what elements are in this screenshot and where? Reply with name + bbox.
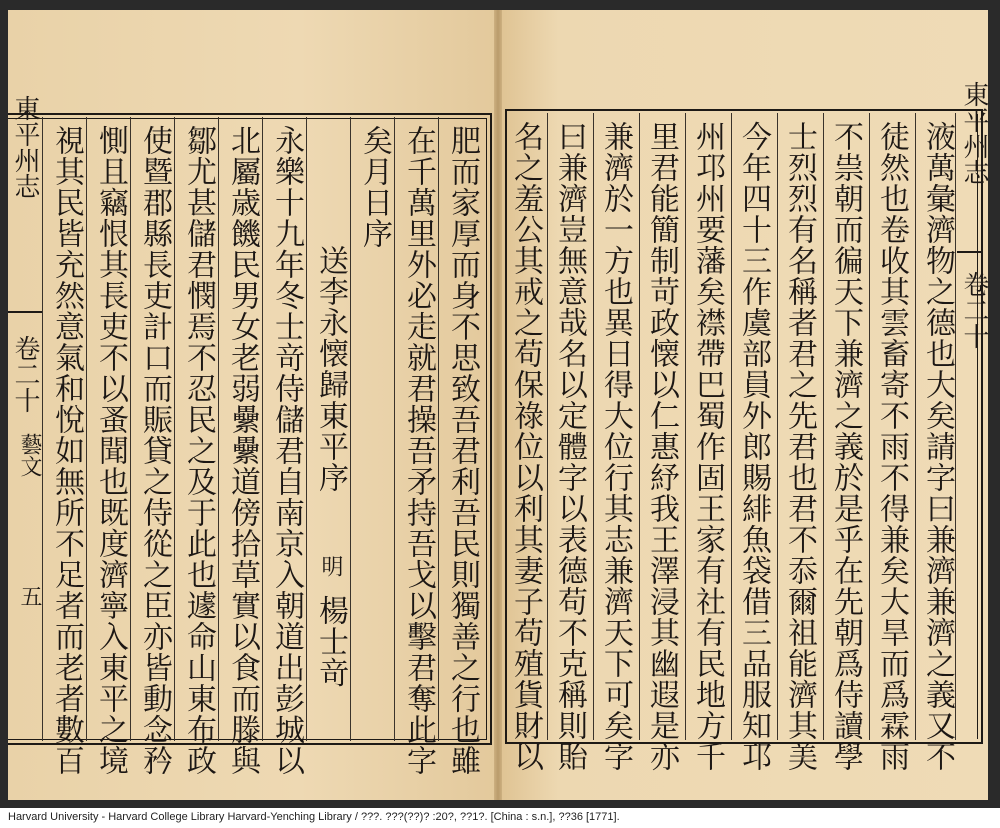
banxin-section: 藝文 bbox=[17, 433, 42, 477]
column-rule bbox=[823, 113, 824, 740]
column-rule bbox=[639, 113, 640, 740]
text-column: 永樂十九年冬士竒侍儲君自南京入朝道出彭城以 bbox=[269, 125, 304, 776]
text-column: 使暨郡縣長吏計口而賑貸之侍從之臣亦皆動念矜 bbox=[137, 125, 172, 776]
text-column: 名之羞公其戒之苟保祿位以利其妻子苟殖貨財以 bbox=[508, 121, 543, 772]
banxin-title: 東平州志 bbox=[10, 95, 40, 199]
book-gutter bbox=[494, 10, 502, 800]
column-rule bbox=[306, 117, 307, 741]
library-caption: Harvard University - Harvard College Library Harvard-Yenching Library / ???. ???(??)? :20?, ??1?. [China : s.n.], ??36 [1771]. bbox=[8, 811, 620, 823]
text-column: 士烈烈有名稱者君之先君也君不忝爾祖能濟其美 bbox=[782, 121, 817, 772]
column-rule bbox=[438, 117, 439, 741]
text-column: 矣月日序 bbox=[357, 125, 392, 249]
essay-title: 送李永懐歸東平序 bbox=[313, 245, 348, 493]
text-column: 肥而家厚而身不思致吾君利吾民則獨善之行也雖 bbox=[445, 125, 480, 776]
text-column: 鄒尤甚儲君憫焉不忍民之及于此也遽命山東布政 bbox=[181, 125, 216, 776]
text-column: 視其民皆充然意氣和悅如無所不足者而老者數百 bbox=[49, 125, 84, 776]
column-rule bbox=[731, 113, 732, 740]
column-rule bbox=[218, 117, 219, 741]
column-rule bbox=[350, 117, 351, 741]
column-rule bbox=[869, 113, 870, 740]
text-column: 里君能簡制苛政懐以仁惠紓我王澤浸其幽遐是亦 bbox=[644, 121, 679, 772]
column-rule bbox=[130, 117, 131, 741]
text-column: 州邛州要藩矣襟帶巴蜀作固王家有社有民地方千 bbox=[690, 121, 725, 772]
text-column: 惻且竊恨其長吏不以蚤聞也既度濟寧入東平之境 bbox=[93, 125, 128, 776]
column-rule bbox=[547, 113, 548, 740]
banxin-juan: 卷二十 bbox=[959, 271, 989, 349]
text-column: 北屬歳饑民男女老弱纍纍道傍拾草實以食而滕與 bbox=[225, 125, 260, 776]
text-column: 液萬彙濟物之德也大矣請字曰兼濟兼濟之義又不 bbox=[920, 121, 955, 772]
column-rule bbox=[593, 113, 594, 740]
banxin-rule bbox=[42, 117, 43, 741]
text-column: 兼濟於一方也異日得大位行其志兼濟天下可矣字 bbox=[598, 121, 633, 772]
fishtail-mark bbox=[957, 251, 983, 267]
text-column: 在千萬里外必走就君操吾矛持吾戈以擊君奪此字 bbox=[401, 125, 436, 776]
text-column: 曰兼濟豈無意哉名以定體字以表德苟不克稱則貽 bbox=[552, 121, 587, 772]
column-rule bbox=[685, 113, 686, 740]
left-page-frame bbox=[8, 95, 492, 776]
column-rule bbox=[174, 117, 175, 741]
column-rule bbox=[777, 113, 778, 740]
banxin-juan: 卷二十 bbox=[10, 335, 40, 413]
dynasty-label: 明 bbox=[318, 555, 343, 578]
right-page-frame bbox=[505, 81, 989, 772]
text-column: 今年四十三作虞部員外郎賜緋魚袋借三品服知邛 bbox=[736, 121, 771, 772]
column-rule bbox=[915, 113, 916, 740]
text-column: 不祟朝而徧天下兼濟之義於是乎在先朝爲侍讀學 bbox=[828, 121, 863, 772]
column-rule bbox=[86, 117, 87, 741]
column-rule bbox=[394, 117, 395, 741]
text-column: 徒然也卷收其雲畜寄不雨不得兼矣大旱而爲霖雨 bbox=[874, 121, 909, 772]
banxin-title: 東平州志 bbox=[959, 81, 989, 185]
fishtail-mark bbox=[8, 311, 42, 327]
column-rule bbox=[262, 117, 263, 741]
page-number: 五 bbox=[17, 585, 42, 607]
author-name: 楊士竒 bbox=[313, 595, 348, 688]
